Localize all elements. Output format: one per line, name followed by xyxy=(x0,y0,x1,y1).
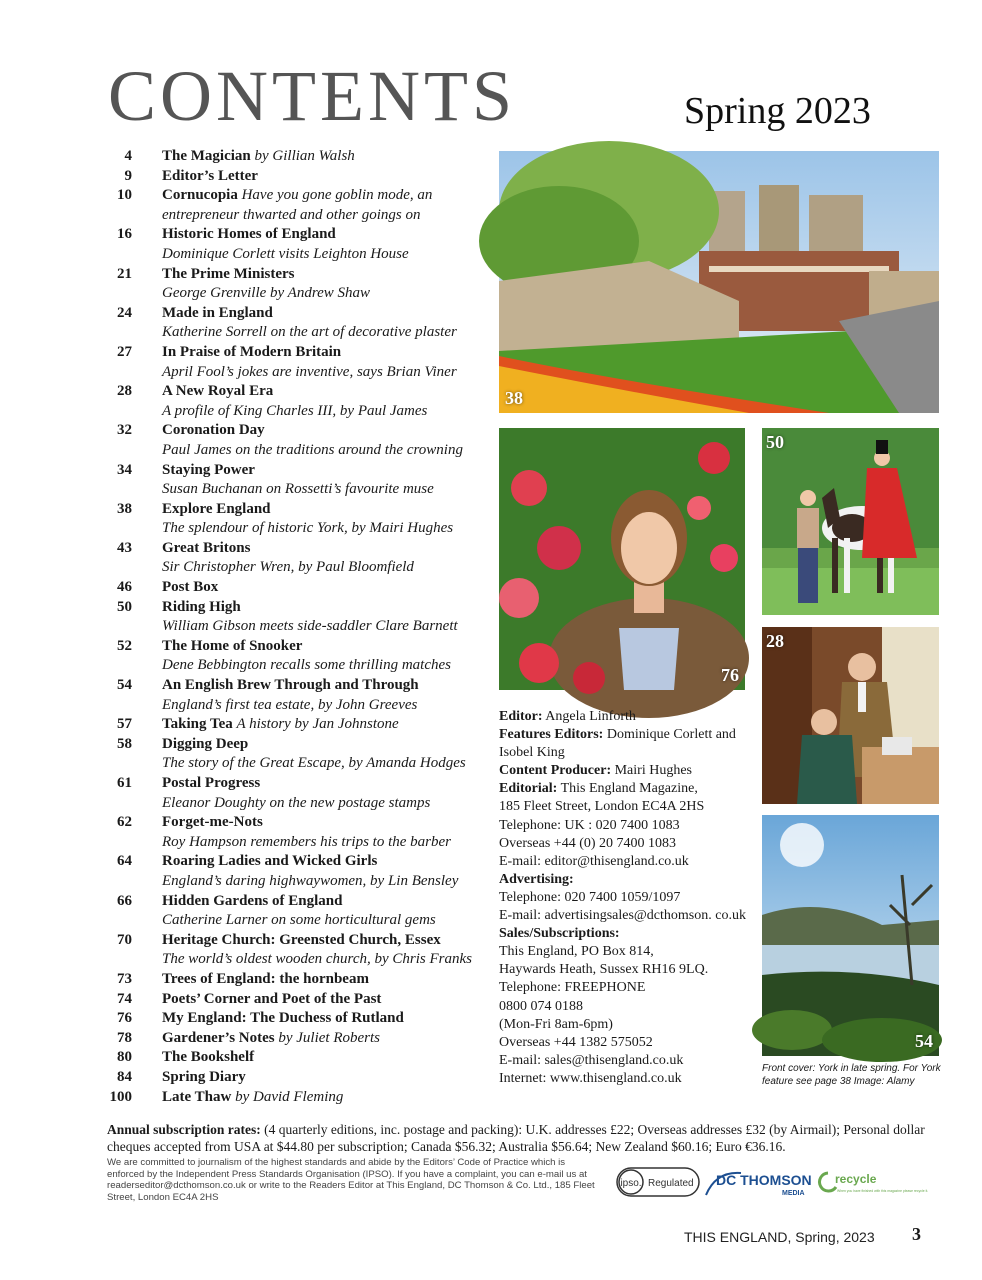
toc-title: In Praise of Modern Britain xyxy=(162,343,342,360)
toc-entry[interactable] xyxy=(100,539,500,578)
photo-royals xyxy=(762,627,939,804)
toc-subtitle: April Fool’s jokes are inventive, says Brian Viner xyxy=(162,363,457,380)
toc-subtitle: Catherine Larner on some horticultural gems xyxy=(162,912,436,929)
toc-title: Gardener’s Notes xyxy=(162,1029,275,1046)
toc-author: by Juliet Roberts xyxy=(278,1029,380,1046)
toc-entry[interactable] xyxy=(100,304,500,343)
toc-entry-text xyxy=(162,715,500,735)
toc-entry-text xyxy=(162,852,500,891)
toc-page-number: 76 xyxy=(117,1010,132,1027)
toc-page-number: 28 xyxy=(117,383,132,400)
advertising-label: Advertising: xyxy=(499,871,574,887)
toc-title: My England: The Duchess of Rutland xyxy=(162,1010,404,1027)
footer-running-head: THIS ENGLAND, Spring, 2023 xyxy=(684,1229,875,1245)
toc-entry-text xyxy=(162,304,500,343)
toc-entry[interactable] xyxy=(100,892,500,931)
website[interactable]: Internet: www.thisengland.co.uk xyxy=(499,1070,682,1086)
toc-entry-text xyxy=(162,147,500,167)
toc-title: An English Brew Through and Through xyxy=(162,677,419,694)
toc-subtitle: Dene Bebbington recalls some thrilling matches xyxy=(162,657,451,674)
toc-page-number: 66 xyxy=(117,892,132,909)
features-names: Dominique Corlett and Isobel King xyxy=(499,727,736,761)
toc-page-number: 38 xyxy=(117,500,132,517)
toc-title: Digging Deep xyxy=(162,735,249,752)
toc-entry-text xyxy=(162,970,500,990)
photo-york xyxy=(499,151,939,413)
toc-title: Riding High xyxy=(162,598,241,615)
toc-title: The Prime Ministers xyxy=(162,265,295,282)
toc-entry-text xyxy=(162,637,500,676)
toc-title: Post Box xyxy=(162,579,219,596)
editorial-name: This England Magazine, xyxy=(560,781,698,797)
photo-york-page: 38 xyxy=(505,388,523,408)
toc-page-number: 64 xyxy=(117,853,132,870)
toc-entry-text xyxy=(162,990,500,1010)
toc-page-number: 21 xyxy=(117,265,132,282)
toc-page-number: 52 xyxy=(117,637,132,654)
toc-entry-text xyxy=(162,1048,500,1068)
toc-title: Cornucopia xyxy=(162,187,238,204)
toc-page-number: 27 xyxy=(117,343,132,360)
toc-title: The Bookshelf xyxy=(162,1049,255,1066)
page-number: 3 xyxy=(912,1224,921,1244)
sales-email[interactable]: E-mail: sales@thisengland.co.uk xyxy=(499,1052,684,1068)
toc-entry[interactable] xyxy=(100,852,500,891)
toc-entry[interactable] xyxy=(100,637,500,676)
toc-title: Coronation Day xyxy=(162,422,265,439)
sales-telephone: Telephone: FREEPHONE xyxy=(499,980,646,996)
toc-title: Forget-me-Nots xyxy=(162,814,263,831)
toc-subtitle: George Grenville by Andrew Shaw xyxy=(162,285,371,302)
dct-media-text: MEDIA xyxy=(782,1190,805,1197)
toc-title: Staying Power xyxy=(162,461,255,478)
toc-entry[interactable] xyxy=(100,970,500,990)
toc-subtitle: entrepreneur thwarted and other goings on xyxy=(162,206,421,223)
toc-entry[interactable] xyxy=(100,343,500,382)
toc-page-number: 70 xyxy=(117,931,132,948)
photo-lake xyxy=(762,815,939,1056)
toc-page-number: 84 xyxy=(117,1068,132,1085)
toc-title: The Magician xyxy=(162,148,251,164)
royals-illustration xyxy=(762,627,939,804)
toc-entry-text xyxy=(162,1088,500,1108)
editorial-address: 185 Fleet Street, London EC4A 2HS xyxy=(499,799,705,815)
toc-entry-text xyxy=(162,167,500,187)
contents-list xyxy=(100,147,500,1107)
toc-page-number: 50 xyxy=(117,598,132,615)
editorial-label: Editorial: xyxy=(499,781,558,797)
toc-entry[interactable] xyxy=(100,990,500,1010)
sales-overseas: Overseas +44 1382 575052 xyxy=(499,1034,653,1050)
toc-entry-text xyxy=(162,578,500,598)
toc-title: Made in England xyxy=(162,304,273,321)
toc-subtitle: Paul James on the traditions around the crowning xyxy=(162,441,463,458)
toc-page-number: 43 xyxy=(117,539,132,556)
toc-page-number: 57 xyxy=(117,716,132,733)
toc-entry-text xyxy=(162,774,500,813)
recycle-logo-text: recycle xyxy=(835,1172,877,1186)
toc-entry-text xyxy=(162,461,500,500)
toc-entry[interactable] xyxy=(100,676,500,715)
toc-entry[interactable] xyxy=(100,598,500,637)
toc-entry-text xyxy=(162,225,500,264)
toc-page-number: 24 xyxy=(117,304,132,321)
sales-address-2: Haywards Heath, Sussex RH16 9LQ. xyxy=(499,962,709,978)
dct-logo-text: DC THOMSON xyxy=(716,1172,812,1188)
toc-entry[interactable] xyxy=(100,382,500,421)
photo-duchess-page: 76 xyxy=(721,665,739,685)
content-label: Content Producer: xyxy=(499,763,612,779)
photo-royals-page: 28 xyxy=(766,631,784,651)
photo-lake-page: 54 xyxy=(915,1031,933,1051)
advertising-telephone: Telephone: 020 7400 1059/1097 xyxy=(499,889,681,905)
telephone-overseas: Overseas +44 (0) 20 7400 1083 xyxy=(499,835,677,851)
toc-page-number: 58 xyxy=(117,735,132,752)
toc-subtitle: Susan Buchanan on Rossetti’s favourite muse xyxy=(162,481,434,498)
page-title: CONTENTS xyxy=(108,56,516,136)
ipso-statement: We are committed to journalism of the highest standards and abide by the Editors’ Code of Practice which is enforced by the Independent Press Standards Organisation (IPSO). If you have a complaint, you can e-mail us at readerseditor@dcthomson.co.uk or write to the Readers Editor at This England, DC Thomson & Co. Ltd., 185 Fleet Street, London EC4A 2HS xyxy=(107,1157,595,1203)
toc-entry-text xyxy=(162,186,500,225)
toc-title: Roaring Ladies and Wicked Girls xyxy=(162,853,378,870)
toc-page-number: 62 xyxy=(117,814,132,831)
toc-entry-text xyxy=(162,931,500,970)
toc-page-number: 100 xyxy=(109,1088,132,1105)
toc-entry[interactable] xyxy=(100,931,500,970)
toc-subtitle: Eleanor Doughty on the new postage stamps xyxy=(162,794,431,811)
logos-illustration xyxy=(616,1165,929,1201)
ipso-regulated-text: Regulated xyxy=(648,1178,694,1189)
toc-entry[interactable] xyxy=(100,225,500,264)
toc-entry-text xyxy=(162,676,500,715)
toc-page-number: 32 xyxy=(117,422,132,439)
toc-entry-text xyxy=(162,500,500,539)
editorial-credits xyxy=(499,708,757,1088)
recycle-sub-text: When you have finished with this magazine please recycle it. xyxy=(837,1189,929,1193)
toc-subtitle: The splendour of historic York, by Mairi Hughes xyxy=(162,520,454,537)
toc-entry[interactable] xyxy=(100,1068,500,1088)
toc-entry-text xyxy=(162,892,500,931)
toc-title: Late Thaw xyxy=(162,1088,232,1105)
issue-label: Spring 2023 xyxy=(684,90,871,132)
toc-page-number: 46 xyxy=(117,579,132,596)
toc-title: A New Royal Era xyxy=(162,383,274,400)
toc-entry[interactable] xyxy=(100,186,500,225)
toc-subtitle: The world’s oldest wooden church, by Chris Franks xyxy=(162,951,472,968)
cover-caption: Front cover: York in late spring. For York feature see page 38 Image: Alamy xyxy=(762,1063,941,1087)
toc-entry[interactable] xyxy=(100,461,500,500)
toc-page-number: 9 xyxy=(124,167,132,184)
toc-entry[interactable] xyxy=(100,1088,500,1108)
toc-subtitle: A profile of King Charles III, by Paul James xyxy=(162,402,428,419)
toc-page-number: 10 xyxy=(117,187,132,204)
toc-entry[interactable] xyxy=(100,1029,500,1049)
duchess-illustration xyxy=(499,428,745,690)
toc-entry-text xyxy=(162,1068,500,1088)
toc-author: by Gillian Walsh xyxy=(254,148,355,164)
york-illustration xyxy=(499,151,939,413)
toc-page-number: 16 xyxy=(117,226,132,243)
toc-entry[interactable] xyxy=(100,421,500,460)
toc-title: Historic Homes of England xyxy=(162,226,336,243)
sales-freephone: 0800 074 0188 xyxy=(499,998,583,1014)
toc-title: Editor’s Letter xyxy=(162,167,258,184)
toc-subtitle: Roy Hampson remembers his trips to the barber xyxy=(162,833,452,850)
editor-name: Angela Linforth xyxy=(545,709,636,724)
toc-page-number: 73 xyxy=(117,970,132,987)
toc-title: Explore England xyxy=(162,500,271,517)
toc-entry-text xyxy=(162,813,500,852)
photo-horse xyxy=(762,428,939,615)
toc-title: Taking Tea xyxy=(162,716,233,733)
photo-horse-page: 50 xyxy=(766,432,784,452)
sales-hours: (Mon-Fri 8am-6pm) xyxy=(499,1016,613,1032)
lake-illustration xyxy=(762,815,939,1056)
toc-entry[interactable] xyxy=(100,735,500,774)
toc-subtitle: Sir Christopher Wren, by Paul Bloomfield xyxy=(162,559,414,576)
horse-illustration xyxy=(762,428,939,615)
telephone-uk: Telephone: UK : 020 7400 1083 xyxy=(499,817,680,833)
toc-entry-text xyxy=(162,539,500,578)
toc-entry[interactable] xyxy=(100,774,500,813)
content-name: Mairi Hughes xyxy=(614,763,692,779)
toc-entry[interactable] xyxy=(100,167,500,187)
toc-subtitle: Dominique Corlett visits Leighton House xyxy=(162,245,409,262)
ipso-logo-text: ipso. xyxy=(620,1178,642,1189)
toc-subtitle: England’s first tea estate, by John Greeves xyxy=(162,696,418,713)
toc-page-number: 80 xyxy=(117,1049,132,1066)
toc-subtitle: The story of the Great Escape, by Amanda Hodges xyxy=(162,755,466,772)
toc-entry-text xyxy=(162,265,500,304)
subscription-rates xyxy=(107,1121,927,1155)
toc-author: Have you gone goblin mode, an xyxy=(241,187,433,204)
toc-subtitle: William Gibson meets side-saddler Clare Barnett xyxy=(162,618,458,635)
toc-entry[interactable] xyxy=(100,147,500,167)
toc-subtitle: England’s daring highwaywomen, by Lin Bensley xyxy=(162,872,459,889)
toc-title: Great Britons xyxy=(162,539,251,556)
advertising-email[interactable]: E-mail: advertisingsales@dcthomson. co.uk xyxy=(499,908,746,924)
toc-entry[interactable] xyxy=(100,500,500,539)
toc-entry[interactable] xyxy=(100,1009,500,1029)
toc-page-number: 61 xyxy=(117,775,132,791)
toc-page-number: 78 xyxy=(117,1029,132,1046)
toc-title: Heritage Church: Greensted Church, Essex xyxy=(162,931,441,948)
logo-strip xyxy=(616,1165,929,1201)
toc-author: A history by Jan Johnstone xyxy=(236,716,399,733)
toc-entry-text xyxy=(162,343,500,382)
toc-title: Postal Progress xyxy=(162,775,261,791)
rates-label: Annual subscription rates: xyxy=(107,1122,261,1137)
editor-label: Editor: xyxy=(499,709,543,724)
toc-title: Poets’ Corner and Poet of the Past xyxy=(162,990,382,1007)
toc-entry-text xyxy=(162,421,500,460)
toc-title: The Home of Snooker xyxy=(162,637,303,654)
rates-text: (4 quarterly editions, inc. postage and packing): U.K. addresses £22; Overseas addresses £32 (by Airmail); Personal dollar cheques accepted from USA at $44.80 per subscription; Canada $56.32; Australia $56.64; New Zealand $60.16; Euro €36.16. xyxy=(107,1122,925,1154)
toc-entry[interactable] xyxy=(100,578,500,598)
toc-entry[interactable] xyxy=(100,265,500,304)
toc-page-number: 4 xyxy=(124,148,132,164)
photo-duchess xyxy=(499,428,745,690)
toc-title: Trees of England: the hornbeam xyxy=(162,970,369,987)
toc-entry[interactable] xyxy=(100,813,500,852)
toc-title: Spring Diary xyxy=(162,1068,246,1085)
toc-page-number: 74 xyxy=(117,990,132,1007)
toc-entry-text xyxy=(162,598,500,637)
toc-entry[interactable] xyxy=(100,715,500,735)
toc-page-number: 54 xyxy=(117,677,132,694)
toc-author: by David Fleming xyxy=(235,1088,344,1105)
sales-label: Sales/Subscriptions: xyxy=(499,926,620,942)
sales-address-1: This England, PO Box 814, xyxy=(499,944,654,960)
toc-entry-text xyxy=(162,1009,500,1029)
editor-email[interactable]: E-mail: editor@thisengland.co.uk xyxy=(499,853,689,869)
toc-entry-text xyxy=(162,1029,500,1049)
features-label: Features Editors: xyxy=(499,727,604,743)
toc-page-number: 34 xyxy=(117,461,132,478)
toc-title: Hidden Gardens of England xyxy=(162,892,343,909)
toc-entry-text xyxy=(162,382,500,421)
toc-subtitle: Katherine Sorrell on the art of decorative plaster xyxy=(162,324,457,341)
toc-entry-text xyxy=(162,735,500,774)
toc-entry[interactable] xyxy=(100,1048,500,1068)
